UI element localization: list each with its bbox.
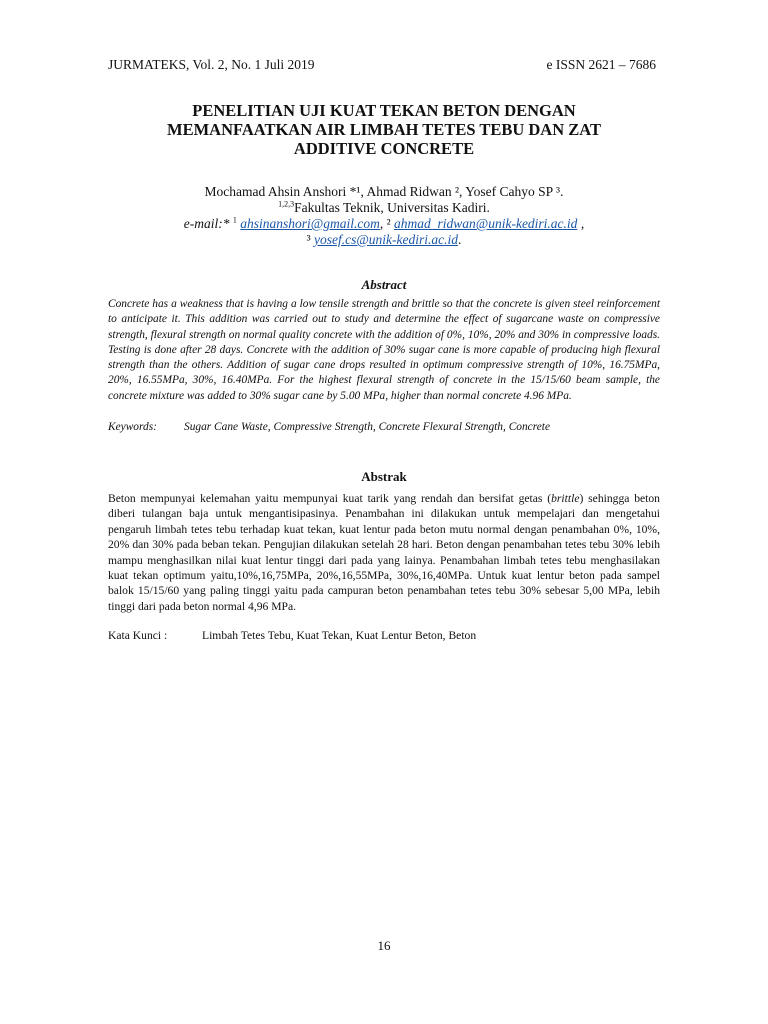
email-separator-1: , [379, 216, 387, 231]
email-line-2 [90, 232, 678, 248]
affiliation [90, 200, 678, 216]
abstract-heading: Abstract [361, 277, 407, 292]
page-number: 16 [377, 938, 391, 953]
kata-kunci [108, 629, 476, 642]
email3-superscript: ³ [306, 232, 311, 247]
issn-header: e ISSN 2621 – 7686 [546, 57, 656, 72]
abstrak-text-italic: brittle [551, 492, 580, 505]
abstrak-text [108, 491, 660, 614]
keywords [108, 421, 550, 433]
email-end: . [458, 232, 462, 247]
email2-superscript: ² [386, 216, 391, 231]
email-link-2[interactable]: ahmad_ridwan@unik-kediri.ac.id [394, 216, 578, 231]
affiliation-text: Fakultas Teknik, Universitas Kadiri. [294, 200, 490, 215]
title-line-3: ADDITIVE CONCRETE [293, 139, 475, 158]
abstrak-heading: Abstrak [361, 469, 407, 484]
keywords-text: Sugar Cane Waste, Compressive Strength, Concrete Flexural Strength, Concrete [184, 421, 551, 433]
paper-title [90, 101, 678, 158]
email-label: e-mail:* [183, 216, 233, 231]
email1-superscript: 1 [232, 215, 237, 225]
email-link-1[interactable]: ahsinanshori@gmail.com [240, 216, 380, 231]
title-line-1: PENELITIAN UJI KUAT TEKAN BETON DENGAN [192, 101, 576, 120]
abstrak-text-start: Beton mempunyai kelemahan yaitu mempunyai kuat tarik yang rendah dan bersifat getas ( [108, 492, 552, 505]
email-link-3[interactable]: yosef.cs@unik-kediri.ac.id [314, 232, 459, 247]
author-block [90, 184, 678, 248]
abstrak-text-end: ) sehingga beton diberi tulangan baja untuk mengantisipasinya. Penambahan ini dilakukan untuk mempelajari dan mengetahui pengaruh limbah tetes tebu terhadap kuat tekan, kuat lentur pada beton mutu normal dengan penambahan 0%, 10%, 20% dan 30% pada beban tekan. Pengujian dilakukan setelah 28 hari. Beton dengan penambahan tetes tebu 30% lebih mampu menghasilkan nilai kuat lentur tinggi dari pada yang lainya. Penambahan limbah tetes tebu menghasilakan kuat tekan optimum yaitu,10%,16,75MPa, 20%,16,55MPa, 30%,16,40MPa. Untuk kuat lentur beton pada sampel balok 15/15/60 yang paling tinggi yaitu pada campuran beton penambahan tetes tebu 30% sebesar 5,00 MPa, lebih tinggi dari pada beton normal 4,96 MPa. [108, 492, 660, 613]
kata-kunci-label: Kata Kunci : [108, 629, 168, 642]
kata-kunci-text: Limbah Tetes Tebu, Kuat Tekan, Kuat Lentur Beton, Beton [202, 629, 477, 642]
journal-header: JURMATEKS, Vol. 2, No. 1 Juli 2019 [108, 57, 315, 72]
keywords-label: Keywords: [108, 421, 157, 433]
abstract-text: Concrete has a weakness that is having a low tensile strength and brittle so that the concrete is given steel reinforcement to anticipate it. This addition was carried out to study and determine the effect of sugarcane waste on compressive strength, flexural strength on normal quality concrete with the addition of 0%, 10%, 20% and 30% in compressive loads. Testing is done after 28 days. Concrete with the addition of 30% sugar cane is more capable of producing high flexural strength than the others. Addition of sugar cane drops resulted in optimum compressive strength of 10%, 16.75MPa, 20%, 16.55MPa, 30%, 16.40MPa. For the highest flexural strength of concrete in the 15/15/60 beam sample, the concrete mixture was added to 30% sugar cane by 5.00 MPa, higher than normal concrete 4.96 MPa. [108, 298, 660, 402]
author-names: Mochamad Ahsin Anshori *¹, Ahmad Ridwan ², Yosef Cahyo SP ³. [204, 184, 564, 199]
email-separator-2: , [577, 216, 585, 231]
email-line-1 [90, 216, 678, 232]
affiliation-superscript: 1,2,3 [278, 199, 295, 209]
title-line-2: MEMANFAATKAN AIR LIMBAH TETES TEBU DAN ZAT [167, 120, 601, 139]
